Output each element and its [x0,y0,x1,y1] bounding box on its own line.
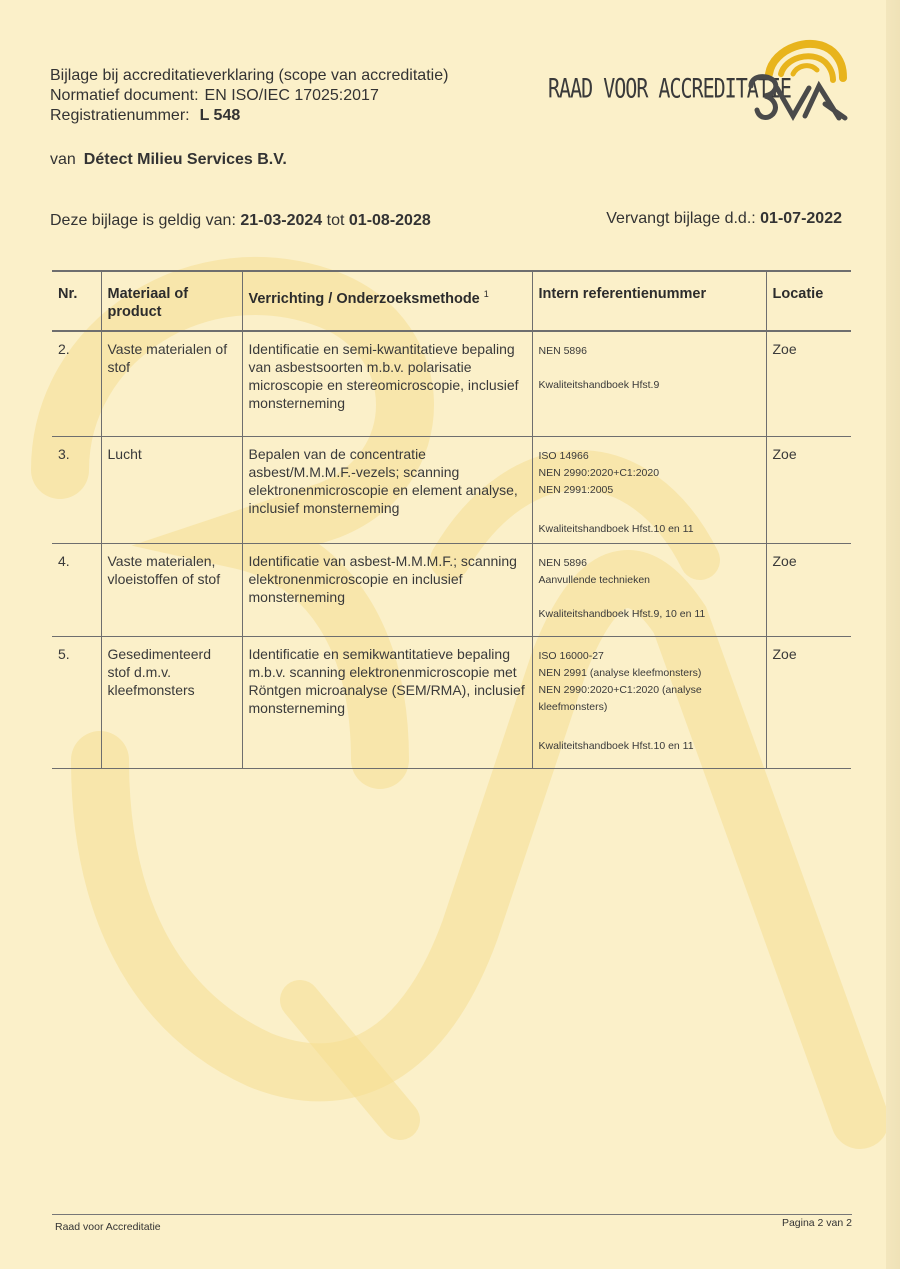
cell-material: Lucht [101,436,242,543]
reference-line: Kwaliteitshandboek Hfst.9, 10 en 11 [538,607,706,620]
reference-line [539,499,761,521]
cell-material: Vaste materialen of stof [101,331,242,436]
page-number: Pagina 2 van 2 [781,1217,852,1229]
header-title: Bijlage bij accreditatieverklaring (scope van accreditatie) [50,67,449,84]
reference-line [539,360,761,377]
page-edge [886,0,900,1269]
scope-table [52,270,851,769]
replaces-date: 01-07-2022 [760,210,842,227]
footer-organisation: Raad voor Accreditatie [55,1221,161,1233]
validity-middle: tot [326,212,345,229]
cell-nr: 4. [52,543,101,636]
table-row [52,636,851,768]
reference-line: NEN 2991:2005 [538,483,614,496]
cell-nr: 5. [52,636,101,768]
document-header [50,66,448,126]
registration-value: L 548 [199,107,241,124]
header-reference: Intern referentienummer [532,271,766,331]
normative-document-row [50,86,448,106]
header-nr: Nr. [52,271,101,331]
cell-reference [532,543,766,636]
cell-method: Identificatie en semi-kwantitatieve bepaling van asbestsoorten m.b.v. polarisatie microscopie en stereomicroscopie, inclusief monsterneming [242,331,532,436]
reference-line: Kwaliteitshandboek Hfst.9 [538,379,660,391]
cell-location: Zoe [766,543,851,636]
header-method [242,271,532,331]
reference-line: ISO 16000-27 [538,649,604,662]
header-method-label: Verrichting / Onderzoeksmethode [248,290,480,307]
cell-reference [532,331,766,436]
reference-line: ISO 14966 [538,449,589,462]
footer-divider [52,1214,852,1215]
replaces-label: Vervangt bijlage d.d.: [606,210,756,227]
validity-prefix: Deze bijlage is geldig van: [50,212,236,229]
cell-nr: 2. [52,331,101,436]
reference-line: NEN 5896 [538,556,587,569]
header-location: Locatie [766,271,851,331]
replaces-line [606,210,842,228]
reference-line: NEN 2991 (analyse kleefmonsters) [538,666,702,679]
cell-method: Identificatie van asbest-M.M.M.F.; scanning elektronenmicroscopie en inclusief monsterneming [242,543,532,636]
cell-location: Zoe [766,436,851,543]
reference-line: NEN 2990:2020+C1:2020 (analyse kleefmonsters) [538,683,702,713]
rva-logo [548,34,858,126]
table-row [52,436,851,543]
validity-line [50,212,431,230]
rva-logo-icon [743,34,855,126]
reference-line [539,716,761,738]
cell-method: Identificatie en semikwantitatieve bepaling m.b.v. scanning elektronenmicroscopie met Röntgen microanalyse (SEM/RMA), inclusief monsterneming [242,636,532,768]
cell-material: Gesedimenteerd stof d.m.v. kleefmonsters [101,636,242,768]
reference-line: Kwaliteitshandboek Hfst.10 en 11 [538,522,694,535]
reference-line: NEN 2990:2020+C1:2020 [538,466,660,479]
table-header-row [52,271,851,331]
header-material: Materiaal of product [101,271,242,331]
cell-location: Zoe [766,331,851,436]
table-row [52,543,851,636]
logo-text: RAAD VOOR ACCREDITATIE [548,72,791,105]
registration-row [50,106,448,126]
cell-material: Vaste materialen, vloeistoffen of stof [101,543,242,636]
validity-from: 21-03-2024 [240,212,323,229]
normative-document-value: EN ISO/IEC 17025:2017 [204,87,379,104]
reference-line: Kwaliteitshandboek Hfst.10 en 11 [538,739,694,752]
reference-line: NEN 5896 [538,345,587,357]
organisation-line [50,151,287,169]
reference-line [539,589,761,606]
validity-to: 01-08-2028 [348,212,431,229]
cell-nr: 3. [52,436,101,543]
cell-reference [532,636,766,768]
reference-line: Aanvullende technieken [538,573,651,586]
cell-method: Bepalen van de concentratie asbest/M.M.M.F.-vezels; scanning elektronenmicroscopie en element analyse, inclusief monsterneming [242,436,532,543]
organisation-name: Détect Milieu Services B.V. [83,151,287,168]
table-row [52,331,851,436]
registration-label: Registratienummer: [50,107,190,124]
cell-location: Zoe [766,636,851,768]
cell-reference [532,436,766,543]
header-method-footnote: 1 [483,289,489,299]
normative-document-label: Normatief document: [50,87,199,104]
organisation-prefix: van [50,151,76,168]
